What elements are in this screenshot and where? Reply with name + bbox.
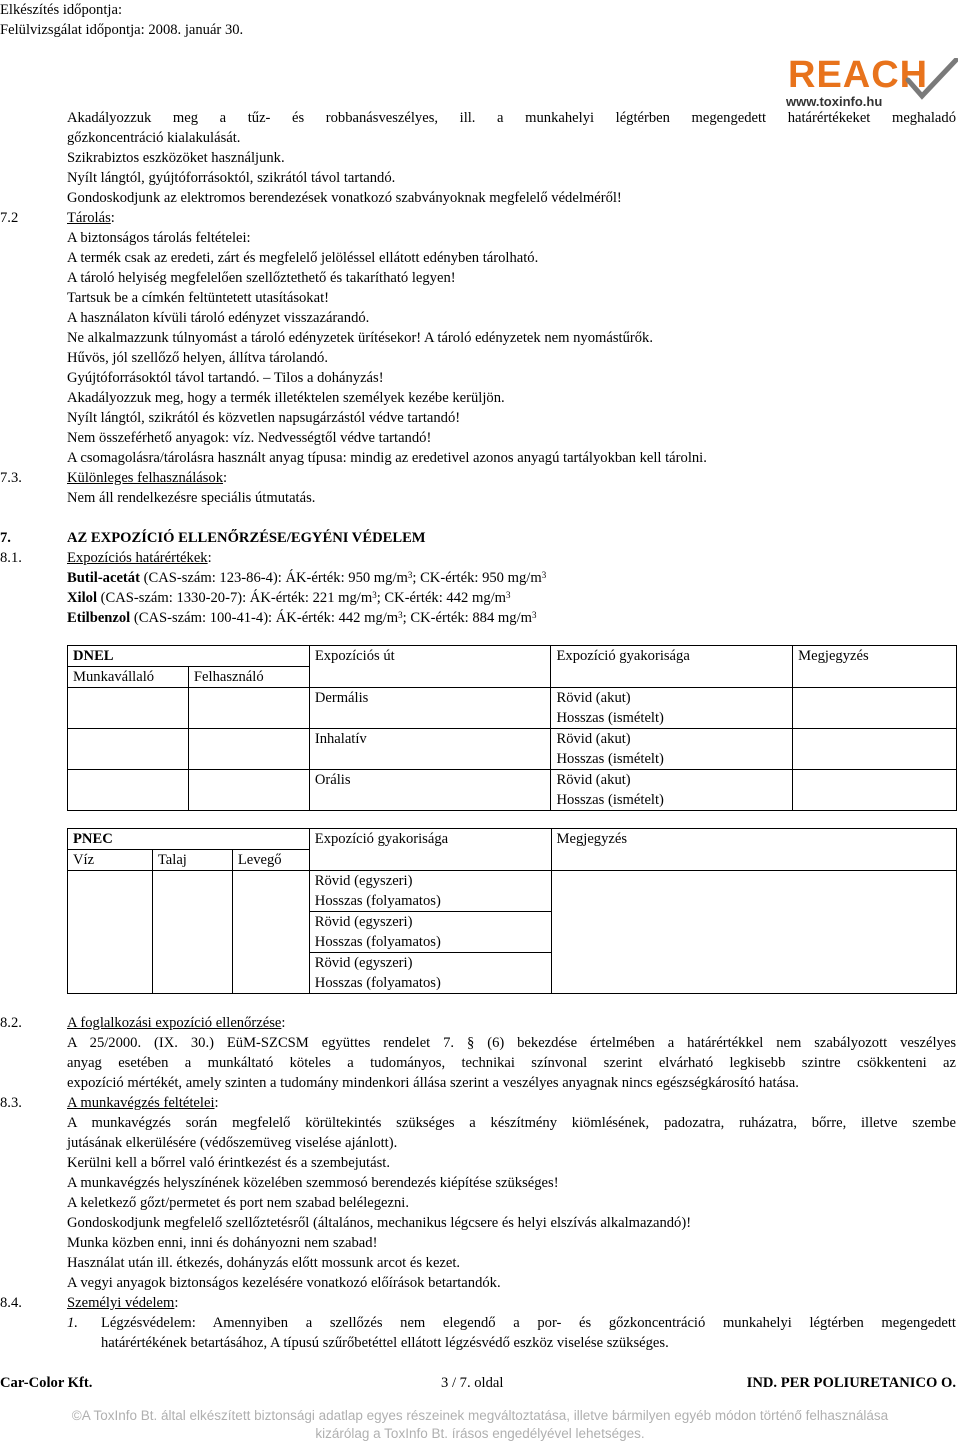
special-use-line: Nem áll rendelkezésre speciális útmutatás. (67, 490, 316, 506)
storage-line: A termék csak az eredeti, zárt és megfelelő jelöléssel ellátott edényben tárolható. (67, 250, 539, 266)
section-title-text: A foglalkozási expozíció ellenőrzése (67, 1015, 282, 1031)
dnel-route-header: Expozíciós út (309, 646, 551, 688)
section-number: 8.3. (0, 1095, 22, 1111)
intro-line: Gondoskodjunk az elektromos berendezések vonatkozó szabványoknak megfelelő védelméről! (67, 190, 622, 206)
table-row (68, 770, 957, 811)
checkmark-icon (904, 58, 958, 102)
dnel-freq (551, 688, 793, 729)
section-title: Különleges felhasználások: (67, 470, 228, 486)
list-item: határértékének betartásához, A típusú szűrőbetéttel ellátott légzésvédő eszköz viselése szükséges. (101, 1335, 669, 1351)
freq-long: Hosszas (ismételt) (556, 792, 664, 808)
list-item: Légzésvédelem: Amennyiben a szellőzés nem elegendő a por- és gőzkoncentráció munkahelyi légtérben megengedett (101, 1315, 956, 1331)
freq-short: Rövid (akut) (556, 690, 631, 706)
freq-long: Hosszas (folyamatos) (314, 934, 441, 950)
footer-product: IND. PER POLIURETANICO O. (746, 1375, 956, 1391)
copyright-line: ©A ToxInfo Bt. által elkészített biztonsági adatlap egyes részeinek megváltoztatása, illetve bármilyen egyéb módon történő felhasználása (71, 1408, 889, 1423)
work-line: jutásának elkerülésére (védőszemüveg viselése ajánlott). (67, 1135, 398, 1151)
section-title: Tárolás: (67, 210, 115, 226)
substance-name: Butil-acetát (67, 570, 140, 586)
table-row (68, 953, 957, 994)
dnel-consumer-header: Felhasználó (188, 667, 309, 688)
section-number: 8.1. (0, 550, 22, 566)
freq-long: Hosszas (folyamatos) (314, 975, 441, 991)
freq-short: Rövid (egyszeri) (314, 914, 413, 930)
limit-text: ; CK-érték: 442 mg/m (376, 590, 507, 606)
section-title: A foglalkozási expozíció ellenőrzése: (67, 1015, 286, 1031)
freq-short: Rövid (akut) (556, 772, 631, 788)
footer-company: Car-Color Kft. (0, 1375, 93, 1391)
section-title-text: Személyi védelem (67, 1295, 175, 1311)
pnec-freq-header: Expozíció gyakorisága (309, 829, 551, 871)
dnel-route: Dermális (309, 688, 551, 729)
limit-text: (CAS-szám: 123-86-4): ÁK-érték: 950 mg/m (139, 570, 408, 586)
intro-line: Szikrabiztos eszközöket használjunk. (67, 150, 285, 166)
list-item-number (67, 1313, 78, 1333)
dnel-freq (551, 770, 793, 811)
work-line: Gondoskodjunk megfelelő szellőztetésről (általános, mechanikus légcsere és helyi elszívás alkalmazandó)! (67, 1215, 692, 1231)
document-header (0, 0, 243, 40)
storage-line: Gyújtóforrásoktól távol tartandó. – Tilos a dohányzás! (67, 370, 384, 386)
table-row (68, 871, 957, 912)
storage-line: Nyílt lángtól, szikrától és közvetlen napsugárzástól védve tartandó! (67, 410, 461, 426)
work-line: A keletkező gőzt/permetet és port nem szabad belélegezni. (67, 1195, 409, 1211)
work-line: Munka közben enni, inni és dohányozni nem szabad! (67, 1235, 378, 1251)
table-row (68, 729, 957, 770)
freq-short: Rövid (akut) (556, 731, 631, 747)
item-number: 1. (67, 1315, 78, 1331)
footer-page-number: 3 / 7. oldal (441, 1375, 504, 1391)
work-line: Használat után ill. étkezés, dohányzás előtt mossunk arcot és kezet. (67, 1255, 461, 1271)
storage-line: Ne alkalmazzunk túlnyomást a tároló edényzetek ürítésekor! A tároló edényzetek nem nyomástűrők. (67, 330, 653, 346)
limit-text: (CAS-szám: 1330-20-7): ÁK-érték: 221 mg/m (97, 590, 373, 606)
dnel-table (67, 645, 957, 811)
intro-line: Akadályozzuk meg a tűz- és robbanásveszélyes, ill. a munkahelyi légtérben megengedett határértékeket meghaladó (67, 110, 956, 126)
work-line: A vegyi anyagok biztonságos kezelésére vonatkozó előírások betartandók. (67, 1275, 501, 1291)
substance-name: Xilol (67, 590, 97, 606)
limit-text: ; CK-érték: 950 mg/m (412, 570, 542, 586)
chapter-number: 7. (0, 530, 11, 546)
table-row (68, 688, 957, 729)
revision-date-label: Felülvizsgálat időpontja: 2008. január 30. (0, 22, 244, 38)
section-title-text: A munkavégzés feltételei (67, 1095, 215, 1111)
section-number: 8.4. (0, 1295, 22, 1311)
pnec-soil-header: Talaj (152, 850, 232, 871)
section-title-text: Különleges felhasználások (67, 470, 224, 486)
limit-line (67, 588, 511, 608)
storage-line: A biztonságos tárolás feltételei: (67, 230, 251, 246)
work-line: Kerülni kell a bőrrel való érintkezést és a szembejutást. (67, 1155, 390, 1171)
limit-line (67, 568, 546, 588)
table-row (68, 912, 957, 953)
section-number: 7.2 (0, 210, 19, 226)
regulation-line: anyag esetében a munkáltató köteles a tudományos, technikai színvonal szerint elvárható legkisebb szintre csökkenteni az (67, 1055, 956, 1071)
regulation-line: A 25/2000. (IX. 30.) EüM-SZCSM együttes rendelet 7. § (6) bekezdése értelmében a határértékkel nem szabályozott veszélyes (67, 1035, 956, 1051)
storage-line: Hűvös, jól szellőző helyen, állítva tárolandó. (67, 350, 328, 366)
logo-word: REACH (788, 54, 929, 96)
pnec-air-header: Levegő (232, 850, 309, 871)
freq-short: Rövid (egyszeri) (314, 955, 413, 971)
section-number: 7.3. (0, 470, 22, 486)
dnel-worker-header: Munkavállaló (68, 667, 189, 688)
intro-line: gőzkoncentráció kialakulását. (67, 130, 241, 146)
superscript: 3 (541, 570, 547, 580)
prep-date-label: Elkészítés időpontja: (0, 2, 122, 18)
limit-text: (CAS-szám: 100-41-4): ÁK-érték: 442 mg/m (130, 610, 399, 626)
section-number: 8.2. (0, 1015, 22, 1031)
freq-long: Hosszas (ismételt) (556, 751, 664, 767)
dnel-freq (551, 729, 793, 770)
chapter-title: AZ EXPOZÍCIÓ ELLENŐRZÉSE/EGYÉNI VÉDELEM (67, 530, 426, 546)
dnel-note-header: Megjegyzés (793, 646, 957, 688)
pnec-title: PNEC (68, 829, 310, 850)
storage-line: Nem összeférhető anyagok: víz. Nedvességtől védve tartandó! (67, 430, 432, 446)
pnec-table (67, 828, 957, 994)
regulation-line: expozíció mértékét, amely szinten a tudomány mindenkori állása szerint a veszélyes anyagnak nincs egészségkárosító hatása. (67, 1075, 799, 1091)
storage-line: A használaton kívüli tároló edényzet visszazárandó. (67, 310, 370, 326)
superscript: 3 (531, 610, 537, 620)
pnec-freq (309, 871, 551, 912)
work-line: A munkavégzés helyszínének közelében szemmosó berendezés kiépítése szükséges! (67, 1175, 559, 1191)
pnec-freq (309, 912, 551, 953)
storage-line: Akadályozzuk meg, hogy a termék illetéktelen személyek kezébe kerüljön. (67, 390, 505, 406)
superscript: 3 (407, 570, 413, 580)
pnec-note-header: Megjegyzés (551, 829, 956, 871)
copyright-line: kizárólag a ToxInfo Bt. írásos engedélyével lehetséges. (315, 1426, 645, 1441)
storage-line: A csomagolásra/tárolásra használt anyag típusa: mindig az eredetivel azonos anyagú tartályokban kell tárolni. (67, 450, 707, 466)
dnel-freq-header: Expozíció gyakorisága (551, 646, 793, 688)
dnel-route: Orális (309, 770, 551, 811)
pnec-freq (309, 953, 551, 994)
limit-line (67, 608, 536, 628)
limit-text: ; CK-érték: 884 mg/m (402, 610, 532, 626)
freq-long: Hosszas (ismételt) (556, 710, 664, 726)
substance-name: Etilbenzol (67, 610, 131, 626)
section-title: Személyi védelem: (67, 1295, 179, 1311)
section-title-text: Expozíciós határértékek (67, 550, 208, 566)
superscript: 3 (398, 610, 403, 620)
freq-long: Hosszas (folyamatos) (314, 893, 441, 909)
superscript: 3 (372, 590, 377, 600)
pnec-water-header: Víz (68, 850, 153, 871)
dnel-title: DNEL (68, 646, 310, 667)
dnel-route: Inhalatív (309, 729, 551, 770)
logo-url: www.toxinfo.hu (786, 94, 883, 109)
section-title: Expozíciós határértékek: (67, 550, 212, 566)
superscript: 3 (506, 590, 511, 600)
reach-logo (786, 54, 956, 112)
storage-line: A tároló helyiség megfelelően szellőztethető és takarítható legyen! (67, 270, 456, 286)
freq-short: Rövid (egyszeri) (314, 873, 413, 889)
section-title-text: Tárolás (67, 210, 111, 226)
section-title: A munkavégzés feltételei: (67, 1095, 219, 1111)
intro-line: Nyílt lángtól, gyújtóforrásoktól, szikrától távol tartandó. (67, 170, 396, 186)
work-line: A munkavégzés során megfelelő körültekintés szükséges a készítmény kiömlésének, padozatra, ruházatra, bőrre, illetve szembe (67, 1115, 956, 1131)
storage-line: Tartsuk be a címkén feltüntetett utasításokat! (67, 290, 329, 306)
